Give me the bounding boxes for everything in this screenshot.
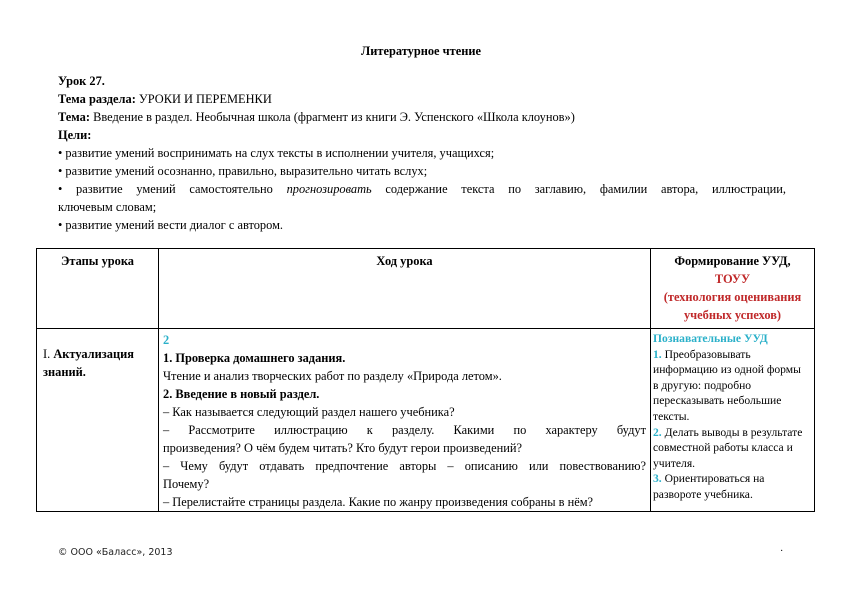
uud-item [653, 425, 806, 472]
goals-label: Цели: [58, 128, 92, 142]
course-question: – Чему будут отдавать предпочтение авторы – описанию или повествованию? [163, 459, 646, 473]
header-course: Ход урока [159, 249, 651, 329]
goal-item: • развитие умений осознанно, правильно, выразительно читать вслух; [58, 164, 428, 178]
uud-item [653, 471, 806, 502]
topic-line [58, 108, 786, 126]
course-question: – Перелистайте страницы раздела. Какие по жанру произведения собраны в нём? [163, 495, 594, 509]
lesson-number: Урок 27. [58, 74, 105, 88]
course-number: 2 [163, 333, 170, 347]
goal-item: • развитие умений воспринимать на слух тексты в исполнении учителя, учащихся; [58, 146, 495, 160]
goal-item-continued: ключевым словам; [58, 200, 157, 214]
goal-item: • развитие умений вести диалог с автором. [58, 218, 284, 232]
header-uud-line: Формирование УУД, [674, 254, 791, 268]
section-line [58, 90, 786, 108]
course-step: 2. Введение в новый раздел. [163, 387, 320, 401]
stage-title: Актуализация знаний. [43, 347, 134, 379]
goal-text: • развитие умений самостоятельно [58, 182, 287, 196]
uud-item-number: 1. [653, 347, 662, 361]
topic-value: Введение в раздел. Необычная школа (фрагмент из книги Э. Успенского «Школа клоунов») [89, 110, 575, 124]
header-uud-line: (технология оценивания [663, 290, 802, 304]
uud-item-number: 2. [653, 425, 662, 439]
course-text: Чтение и анализ творческих работ по разделу «Природа летом». [163, 369, 502, 383]
uud-cell [651, 329, 815, 512]
course-question-cont: Почему? [163, 477, 210, 491]
course-question: – Как называется следующий раздел нашего учебника? [163, 405, 455, 419]
table-header-row [37, 249, 815, 329]
goal-text: содержание текста по заглавию, фамилии автора, иллюстрации, [371, 182, 786, 196]
course-question: – Рассмотрите иллюстрацию к разделу. Какими по характеру будут [163, 423, 646, 437]
uud-item [653, 347, 806, 425]
course-step: 1. Проверка домашнего задания. [163, 351, 346, 365]
uud-item-text: Преобразовывать информацию из одной формы в другую: подробно пересказывать небольшие тексты. [653, 347, 801, 423]
copyright-footer: © ООО «Баласс», 2013 [58, 547, 173, 558]
header-stages: Этапы урока [37, 249, 159, 329]
header-touu: ТОУУ [714, 272, 751, 286]
goal-italic-word: прогнозировать [286, 182, 372, 196]
topic-label: Тема: [58, 110, 90, 124]
lesson-header [58, 72, 786, 234]
header-uud [651, 249, 815, 329]
uud-item-number: 3. [653, 472, 662, 486]
page-mark: · [780, 546, 784, 557]
course-question-cont: произведения? О чём будем читать? Кто будут герои произведений? [163, 441, 522, 455]
stage-number: I. [43, 347, 54, 361]
goal-item [58, 180, 786, 198]
section-value: УРОКИ И ПЕРЕМЕНКИ [135, 92, 272, 106]
header-uud-line: учебных успехов) [683, 308, 782, 322]
table-row [37, 329, 815, 512]
uud-item-text: Делать выводы в результате совместной работы класса и учителя. [653, 425, 803, 470]
document-title: Литературное чтение [360, 44, 482, 58]
section-label: Тема раздела: [58, 92, 136, 106]
course-cell [159, 329, 651, 512]
uud-title: Познавательные УУД [653, 332, 768, 345]
stage-cell [37, 329, 159, 512]
uud-item-text: Ориентироваться на развороте учебника. [653, 472, 765, 501]
lesson-table [36, 248, 815, 512]
